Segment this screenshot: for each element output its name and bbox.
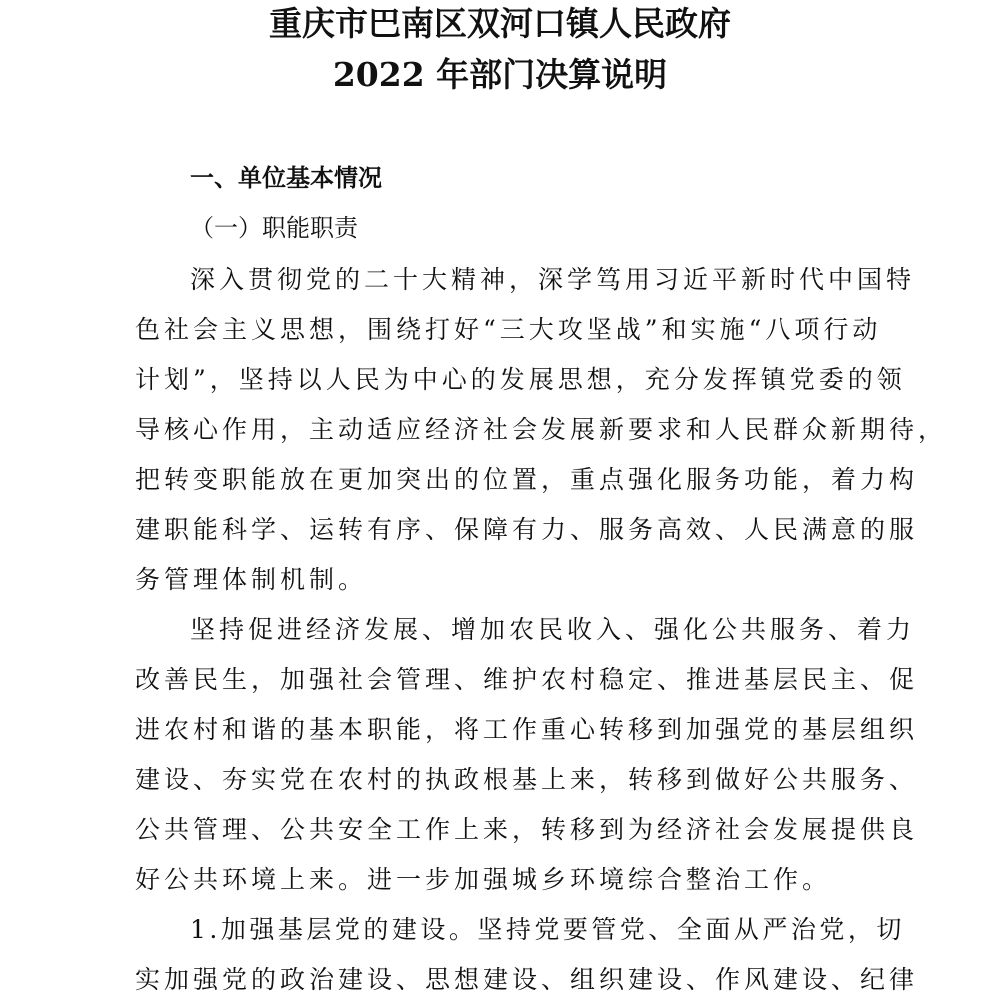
document-title-line2: 2022 年部门决算说明 xyxy=(332,55,668,94)
paragraph-line: 实加强党的政治建设、思想建设、组织建设、作风建设、纪律 xyxy=(135,965,919,994)
paragraph-line: 建职能科学、运转有序、保障有力、服务高效、人民满意的服 xyxy=(135,515,919,544)
paragraph-line: 务管理体制机制。 xyxy=(135,565,368,594)
document-title-line1: 重庆市巴南区双河口镇人民政府 xyxy=(269,4,731,43)
paragraph-line: 坚持促进经济发展、增加农民收入、强化公共服务、着力 xyxy=(190,615,916,644)
paragraph-line: 色社会主义思想，围绕打好“三大攻坚战”和实施“八项行动 xyxy=(135,315,882,344)
section-heading: 一、单位基本情况 xyxy=(190,164,382,192)
paragraph-line: 公共管理、公共安全工作上来，转移到为经济社会发展提供良 xyxy=(135,815,919,844)
paragraph-line: 导核心作用，主动适应经济社会发展新要求和人民群众新期待， xyxy=(135,415,948,444)
paragraph-line: 进农村和谐的基本职能，将工作重心转移到加强党的基层组织 xyxy=(135,715,919,744)
paragraph-line: 建设、夯实党在农村的执政根基上来，转移到做好公共服务、 xyxy=(135,765,919,794)
paragraph-line: 计划”，坚持以人民为中心的发展思想，充分发挥镇党委的领 xyxy=(135,365,906,394)
paragraph-line: 改善民生，加强社会管理、维护农村稳定、推进基层民主、促 xyxy=(135,665,919,694)
subsection-heading: （一）职能职责 xyxy=(190,214,358,242)
paragraph-line: 1.加强基层党的建设。坚持党要管党、全面从严治党，切 xyxy=(190,915,905,944)
paragraph-line: 把转变职能放在更加突出的位置，重点强化服务功能，着力构 xyxy=(135,465,919,494)
paragraph-line: 深入贯彻党的二十大精神，深学笃用习近平新时代中国特 xyxy=(190,265,916,294)
paragraph-line: 好公共环境上来。进一步加强城乡环境综合整治工作。 xyxy=(135,865,832,894)
